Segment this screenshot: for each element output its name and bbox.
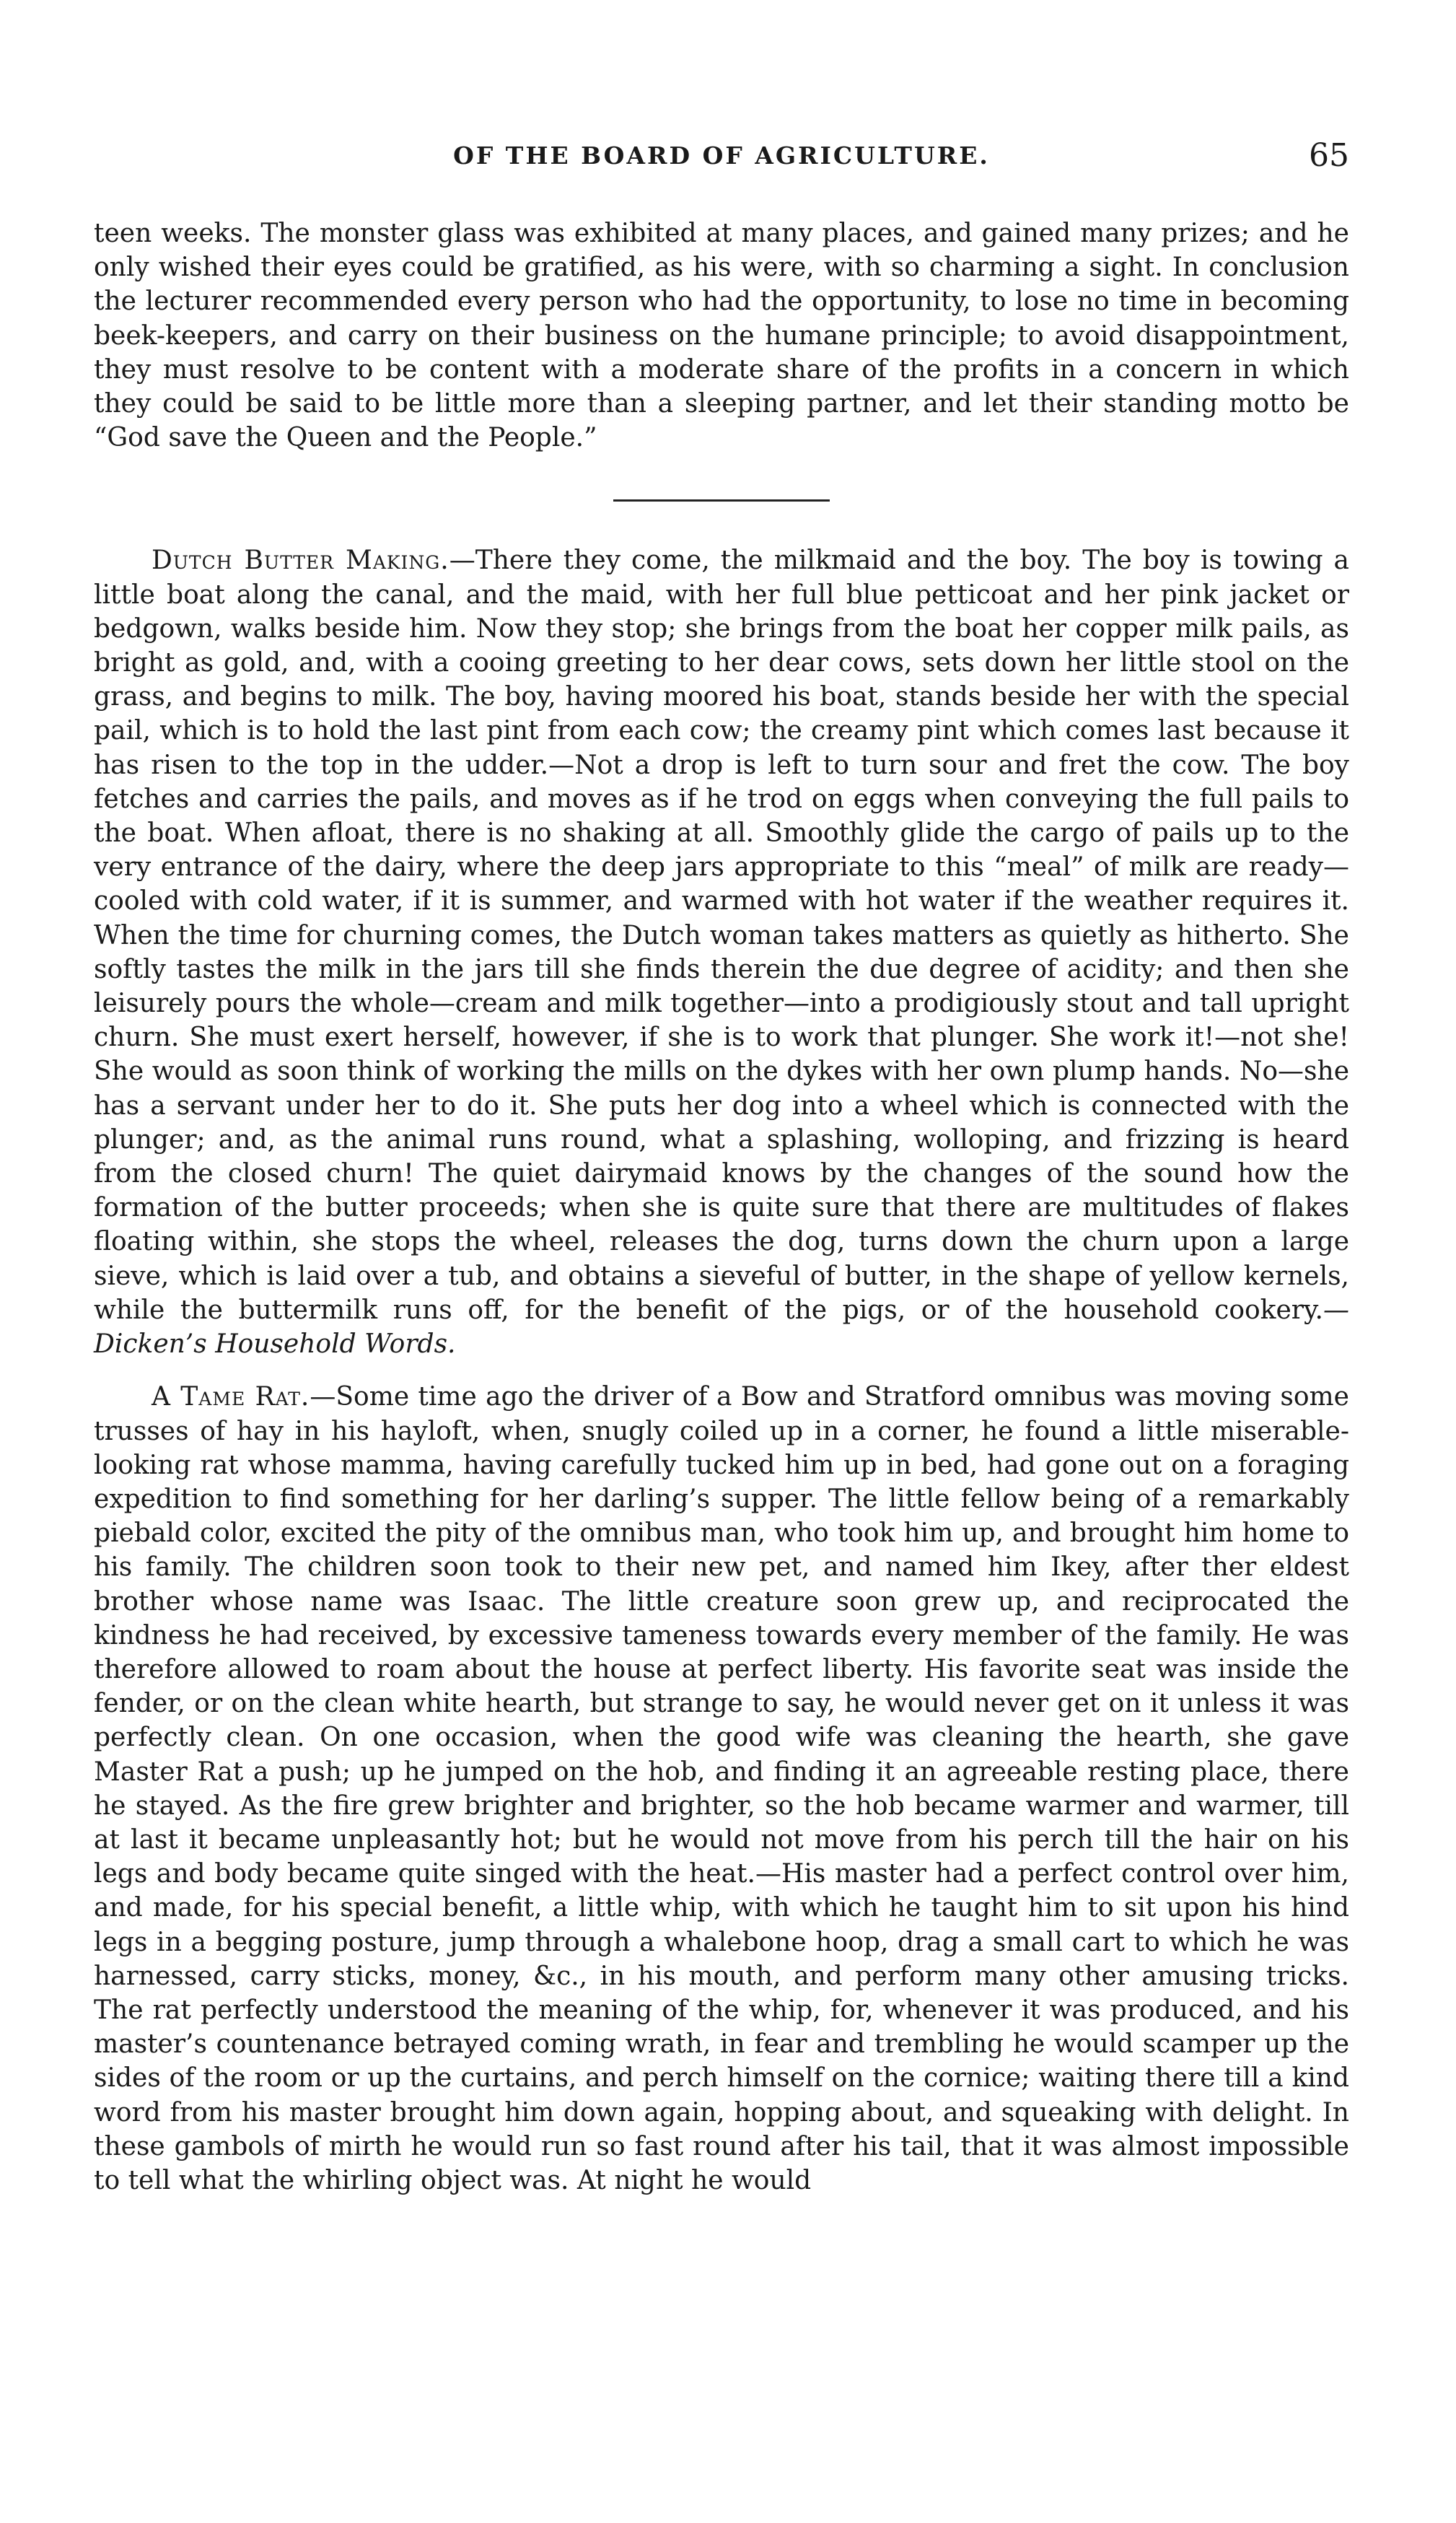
section-divider [613, 499, 830, 502]
article-dutch-butter-making [94, 543, 1349, 1361]
running-head: OF THE BOARD OF AGRICULTURE. [453, 141, 990, 170]
page-header [94, 137, 1349, 185]
article-text: —There they come, the milkmaid and the boy. The boy is towing a little boat along the canal, and the maid, with her full blue petticoat and her pink jacket or bedgown, walks beside him. Now they stop; she brings from the boat her copper milk pails, as bright as gold, and, with a cooing greeting to her dear cows, sets down her little stool on the grass, and begins to milk. The boy, having moored his boat, stands beside her with the special pail, which is to hold the last pint from each cow; the creamy pint which comes last because it has risen to the top in the udder.—Not a drop is left to turn sour and fret the cow. The boy fetches and carries the pails, and moves as if he trod on eggs when conveying the full pails to the boat. When afloat, there is no shaking at all. Smoothly glide the cargo of pails up to the very entrance of the dairy, where the deep jars appropriate to this “meal” of milk are ready—cooled with cold water, if it is summer, and warmed with hot water if the weather requires it. When the time for churning comes, the Dutch woman takes matters as quietly as hitherto. She softly tastes the milk in the jars till she finds therein the due degree of acidity; and then she leisurely pours the whole—cream and milk together—into a prodigiously stout and tall upright churn. She must exert herself, however, if she is to work that plunger. She work it!—not she! She would as soon think of working the mills on the dykes with her own plump hands. No—she has a servant under her to do it. She puts her dog into a wheel which is connected with the plunger; and, as the animal runs round, what a splashing, wolloping, and frizzing is heard from the closed churn! The quiet dairymaid knows by the changes of the sound how the formation of the butter proceeds; when she is quite sure that there are multitudes of flakes floating within, she stops the wheel, releases the dog, turns down the churn upon a large sieve, which is laid over a tub, and obtains a sieveful of butter, in the shape of yellow kernels, while the buttermilk runs off, for the benefit of the pigs, or of the household cookery. [94, 546, 1349, 1325]
article-headline: Dutch Butter Making. [152, 546, 449, 576]
article-headline: A Tame Rat. [152, 1382, 310, 1412]
page-body [94, 217, 1349, 2198]
article-tame-rat [94, 1380, 1349, 2198]
page-number: 65 [1309, 137, 1349, 174]
article-source: —Dicken’s Household Words. [94, 1295, 1349, 1360]
continued-paragraph: teen weeks. The monster glass was exhibited at many places, and gained many prizes; and he only wished their eyes could be gratified, as his were, with so charming a sight. In conclusion the lecturer recommended every person who had the opportunity, to lose no time in becoming beek-keepers, and carry on their business on the humane principle; to avoid disappointment, they must resolve to be content with a moderate share of the profits in a concern in which they could be said to be little more than a sleeping partner, and let their standing motto be “God save the Queen and the People.” [94, 219, 1349, 453]
article-text: —Some time ago the driver of a Bow and Stratford omnibus was moving some trusses of hay in his hayloft, when, snugly coiled up in a corner, he found a little miserable-looking rat whose mamma, having carefully tucked him up in bed, had gone out on a foraging expedition to find something for her darling’s supper. The little fellow being of a remarkably piebald color, excited the pity of the omnibus man, who took him up, and brought him home to his family. The children soon took to their new pet, and named him Ikey, after ther eldest brother whose name was Isaac. The little creature soon grew up, and reciprocated the kindness he had received, by excessive tameness towards every member of the family. He was therefore allowed to roam about the house at perfect liberty. His favorite seat was inside the fender, or on the clean white hearth, but strange to say, he would never get on it unless it was perfectly clean. On one occasion, when the good wife was cleaning the hearth, she gave Master Rat a push; up he jumped on the hob, and finding it an agreeable resting place, there he stayed. As the fire grew brighter and brighter, so the hob became warmer and warmer, till at last it became unpleasantly hot; but he would not move from his perch till the hair on his legs and body became quite singed with the heat.—His master had a perfect control over him, and made, for his special benefit, a little whip, with which he taught him to sit upon his hind legs in a begging posture, jump through a whalebone hoop, drag a small cart to which he was harnessed, carry sticks, money, &c., in his mouth, and perform many other amusing tricks. The rat perfectly understood the meaning of the whip, for, whenever it was produced, and his master’s countenance betrayed coming wrath, in fear and trembling he would scamper up the sides of the room or up the curtains, and perch himself on the cornice; waiting there till a kind word from his master brought him down again, hopping about, and squeaking with delight. In these gambols of mirth he would run so fast round after his tail, that it was almost impossible to tell what the whirling object was. At night he would [94, 1382, 1349, 2195]
